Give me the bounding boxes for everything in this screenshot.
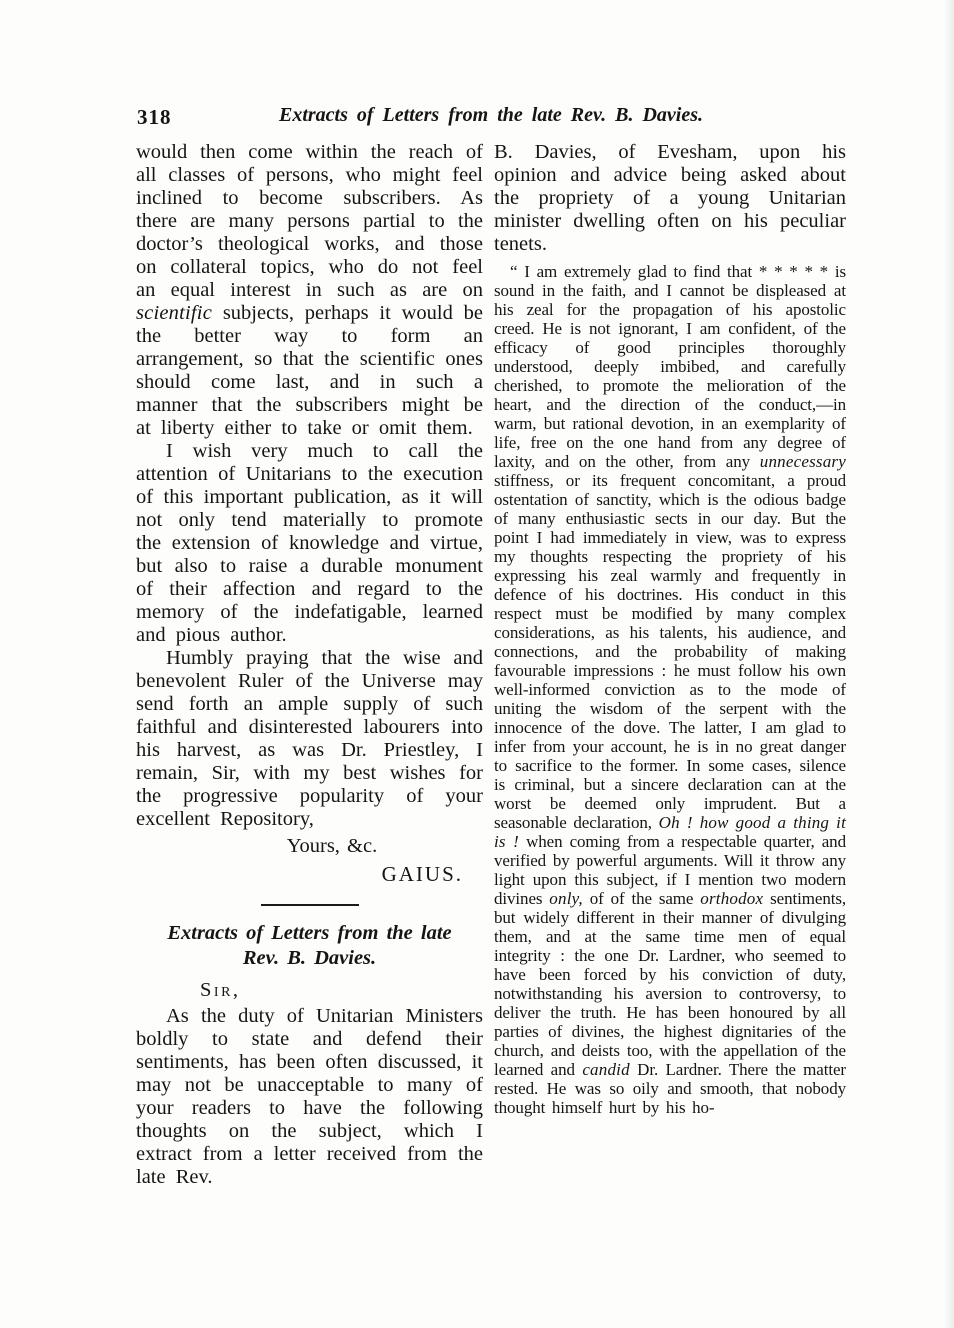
running-title: Extracts of Letters from the late Rev. B. Davies. — [279, 104, 703, 126]
paragraph: I wish very much to call the attention of Unitarians to the execution of this important publication, as it will not only tend materially to promote the extension of knowledge and virtue, but also to raise a durable monument of their affection and regard to the memory of the indefatigable, learned and pious author. — [136, 440, 483, 646]
right-column — [494, 141, 846, 1117]
section-heading — [136, 921, 483, 971]
quoted-letter-text: “ I am extremely glad to find that * * * * * is sound in the faith, and I cannot be displeased at his zeal for the propagation of his apostolic creed. He is not ignorant, I am confident, of the efficacy of good principles thoroughly understood, deeply imbibed, and carefully cherished, to promote the melioration of the heart, and the direction of the conduct,—in warm, but rational devotion, in an exemplarity of life, free on the one hand from any degree of laxity, and on the other, from any unnecessary stiffness, or its frequent concomitant, a proud ostentation of sanctity, which is the odious badge of many enthusiastic sects in our day. But the point I had immediately in view, was to express my thoughts respecting the propriety of his expressing his zeal warmly and frequently in defence of his doctrines. His conduct in this respect must be modified by many complex considerations, as his talents, his audience, and connections, and the probability of making favourable impressions : he must follow his own well-informed conviction as to the mode of uniting the wisdom of the serpent with the innocence of the dove. The latter, I am glad to infer from your account, he is in no great danger to sacrifice to the former. In some cases, silence is criminal, but a sincere declaration can at the worst be deemed only imprudent. But a seasonable declaration, Oh ! how good a thing it is ! when coming from a respectable quarter, and verified by powerful arguments. Will it throw any light upon this subject, if I mention two modern divines only, of of the same orthodox sentiments, but widely different in their manner of divulging them, and at the same time men of equal integrity : the one Dr. Lardner, who seemed to have been forced by his conviction of duty, notwithstanding his aversion to controversy, to deliver the truth. He has been honoured by all parties of divines, the highest dignitaries of the church, and deists too, with the appellation of the learned and candid Dr. Lardner. There the matter rested. He was so oily and smooth, that nobody thought himself hurt by his ho- — [494, 262, 847, 1117]
paragraph-continuation: B. Davies, of Evesham, upon his opinion and advice being asked about the propriety of a young Unitarian minister dwelling often on his peculiar tenets. — [494, 141, 846, 255]
section-divider-rule — [261, 904, 359, 906]
page-header — [135, 104, 847, 134]
section-heading-line: Rev. B. Davies. — [242, 947, 377, 969]
signature-name: GAIUS. — [381, 862, 463, 886]
paragraph: As the duty of Unitarian Ministers boldly to state and defend their sentiments, has been often discussed, it may not be unacceptable to many of your readers to have the following thoughts on the subject, which I extract from a letter received from the late Rev. — [136, 1005, 483, 1188]
section-heading-line: Extracts of Letters from the late — [167, 922, 452, 944]
paragraph: Humbly praying that the wise and benevolent Ruler of the Universe may send forth an ample supply of such faithful and disinterested labourers into his harvest, as was Dr. Priestley, I remain, Sir, with my best wishes for the progressive popularity of your excellent Repository, — [136, 647, 483, 830]
paragraph-continuation: would then come within the reach of all classes of persons, who might feel inclined to become subscribers. As there are many persons partial to the doctor’s theological works, and those on collateral topics, who do not feel an equal interest in such as are on scientific subjects, perhaps it would be the better way to form an arrangement, so that the scientific ones should come last, and in such a manner that the subscribers might be at liberty either to take or omit them. — [136, 141, 483, 439]
closing-line: Yours, &c. — [286, 835, 378, 857]
salutation: Sir, — [200, 979, 241, 1001]
page-number: 318 — [137, 105, 172, 129]
left-column — [136, 141, 483, 1189]
